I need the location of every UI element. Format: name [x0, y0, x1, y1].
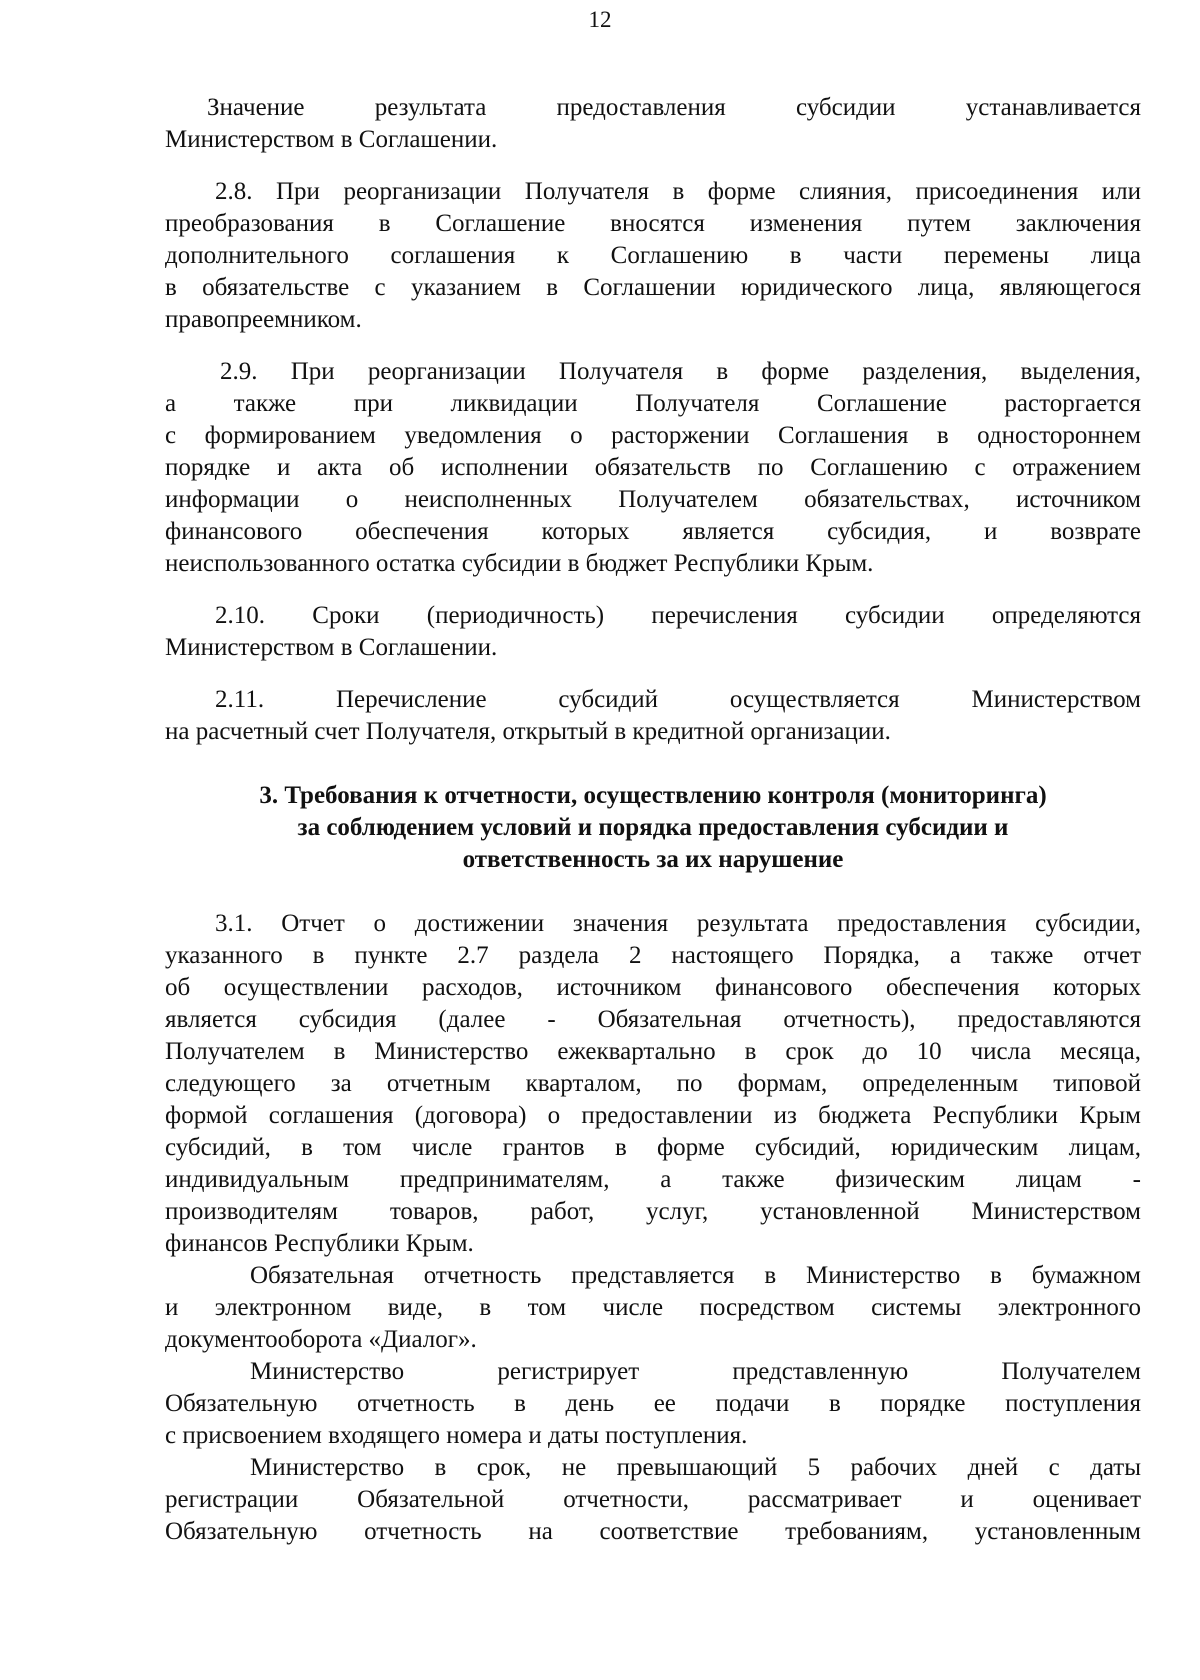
text-line: Обязательную отчетность на соответствие требованиям, установленным	[165, 1518, 1141, 1545]
text-line: а также при ликвидации Получателя Соглашение расторгается	[165, 390, 1141, 417]
text-line: Министерство регистрирует представленную Получателем	[250, 1358, 1141, 1385]
paragraph-2-10	[165, 600, 1141, 664]
text-line: неиспользованного остатка субсидии в бюджет Республики Крым.	[165, 550, 874, 577]
heading-line: за соблюдением условий и порядка предоставления субсидии и	[297, 814, 1009, 841]
text-line: Получателем в Министерство ежеквартально в срок до 10 числа месяца,	[165, 1038, 1141, 1065]
text-line: документооборота «Диалог».	[165, 1326, 477, 1353]
text-line: 3.1. Отчет о достижении значения результата предоставления субсидии,	[215, 910, 1141, 937]
section-3-heading	[165, 780, 1141, 876]
text-line: индивидуальным предпринимателям, а также физическим лицам -	[165, 1166, 1141, 1193]
text-line: 2.11. Перечисление субсидий осуществляется Министерством	[215, 686, 1141, 713]
paragraph-registration	[165, 1356, 1141, 1452]
text-line: 2.8. При реорганизации Получателя в форме слияния, присоединения или	[215, 178, 1141, 205]
text-line: производителям товаров, работ, услуг, установленной Министерством	[165, 1198, 1141, 1225]
paragraph-paper-format	[165, 1260, 1141, 1356]
text-line: Министерством в Соглашении.	[165, 126, 498, 153]
heading-line: 3. Требования к отчетности, осуществлению контроля (мониторинга)	[259, 782, 1047, 809]
text-line: Обязательная отчетность представляется в Министерство в бумажном	[250, 1262, 1141, 1289]
text-line: и электронном виде, в том числе посредством системы электронного	[165, 1294, 1141, 1321]
text-line: с формированием уведомления о расторжении Соглашения в одностороннем	[165, 422, 1141, 449]
paragraph-3-1	[165, 908, 1141, 1260]
text-line: правопреемником.	[165, 306, 362, 333]
text-line: Обязательную отчетность в день ее подачи в порядке поступления	[165, 1390, 1141, 1417]
heading-line: ответственность за их нарушение	[462, 846, 844, 873]
text-line: на расчетный счет Получателя, открытый в кредитной организации.	[165, 718, 891, 745]
paragraph-2-8	[165, 176, 1141, 336]
text-line: Значение результата предоставления субсидии устанавливается	[207, 94, 1141, 121]
text-line: информации о неисполненных Получателем обязательствах, источником	[165, 486, 1141, 513]
text-line: преобразования в Соглашение вносятся изменения путем заключения	[165, 210, 1141, 237]
page-number: 12	[588, 7, 612, 32]
paragraph-review	[165, 1452, 1141, 1548]
text-line: указанного в пункте 2.7 раздела 2 настоящего Порядка, а также отчет	[165, 942, 1141, 969]
text-line: регистрации Обязательной отчетности, рассматривает и оценивает	[165, 1486, 1141, 1513]
text-line: дополнительного соглашения к Соглашению в части перемены лица	[165, 242, 1141, 269]
text-line: об осуществлении расходов, источником финансового обеспечения которых	[165, 974, 1141, 1001]
page-content	[165, 92, 1141, 1548]
text-line: финансов Республики Крым.	[165, 1230, 474, 1257]
text-line: 2.9. При реорганизации Получателя в форме разделения, выделения,	[220, 358, 1141, 385]
text-line: порядке и акта об исполнении обязательств по Соглашению с отражением	[165, 454, 1141, 481]
paragraph-2-11	[165, 684, 1141, 748]
text-line: следующего за отчетным кварталом, по формам, определенным типовой	[165, 1070, 1141, 1097]
text-line: Министерство в срок, не превышающий 5 рабочих дней с даты	[250, 1454, 1141, 1481]
paragraph-result-value	[165, 92, 1141, 156]
text-line: финансового обеспечения которых является субсидия, и возврате	[165, 518, 1141, 545]
text-line: формой соглашения (договора) о предоставлении из бюджета Республики Крым	[165, 1102, 1141, 1129]
text-line: Министерством в Соглашении.	[165, 634, 498, 661]
text-line: 2.10. Сроки (периодичность) перечисления субсидии определяются	[215, 602, 1141, 629]
paragraph-2-9	[165, 356, 1141, 580]
text-line: с присвоением входящего номера и даты поступления.	[165, 1422, 748, 1449]
text-line: субсидий, в том числе грантов в форме субсидий, юридическим лицам,	[165, 1134, 1141, 1161]
text-line: является субсидия (далее - Обязательная отчетность), предоставляются	[165, 1006, 1141, 1033]
text-line: в обязательстве с указанием в Соглашении юридического лица, являющегося	[165, 274, 1141, 301]
